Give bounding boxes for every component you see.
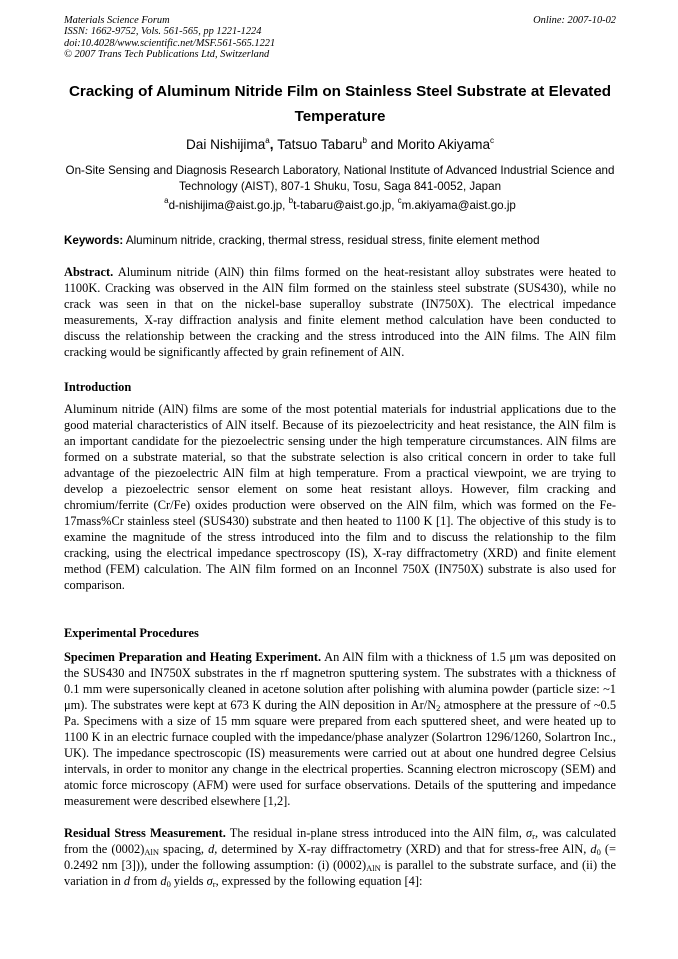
paper-title: Cracking of Aluminum Nitride Film on Stainless Steel Substrate at Elevated Temperature — [68, 83, 612, 125]
email-3: m.akiyama@aist.go.jp — [401, 199, 516, 212]
subscript: 2 — [436, 703, 441, 713]
paragraph-text: , expressed by the following equation [4]: — [215, 874, 423, 888]
email-3-mark: c — [397, 196, 402, 205]
author-1-mark: a — [265, 136, 270, 145]
subscript: r — [212, 879, 216, 889]
author-3-mark: c — [490, 136, 495, 145]
email-1-mark: a — [164, 196, 169, 205]
abstract — [64, 264, 616, 360]
doi-line: doi:10.4028/www.scientific.net/MSF.561-565.1221 — [64, 37, 276, 49]
introduction-text: Aluminum nitride (AlN) films are some of the most potential materials for industrial applications due to the good material characteristics of AlN itself. Because of its piezoelectricity and heat resistance, the AlN film is an important candidate for the piezoelectric sensing under the high temperature circumstances. AlN films are formed on a substrate material, so that the substrate selection is also critical concern in order to take full advantage of the piezoelectric AlN film at high temperature. From a practical viewpoint, we are trying to develop a piezoelectric sensor element on some heat resistant alloys. However, film cracking and chromium/ferrite (Cr/Fe) oxides production were observed on the AlN film, which was formed on the Fe-17mass%Cr stainless steel (SUS430) substrate and then heated to 1100 K [1]. The objective of this study is to examine the magnitude of the stress introduced into the film and to discuss the relationship to the film cracking, using the electrical impedance spectroscopy (IS), X-ray diffractometry (XRD) and finite element method (FEM) calculation. The AlN film formed on an Inconnel 750X (IN750X) substrate is also used for comparison. — [64, 402, 616, 592]
paragraph-text: , was calculated from the (0002) — [64, 826, 617, 856]
experimental-heading: Experimental Procedures — [64, 626, 199, 640]
d-symbol: d — [160, 874, 167, 888]
online-date: Online: 2007-10-02 — [533, 15, 616, 26]
issn-line: ISSN: 1662-9752, Vols. 561-565, pp 1221-1224 — [64, 26, 262, 38]
publication-header — [64, 15, 616, 61]
paragraph-text: The residual in-plane stress introduced into the AlN film, — [225, 826, 527, 840]
introduction-heading: Introduction — [64, 380, 132, 394]
residual-stress-label: Residual Stress Measurement. — [64, 826, 226, 840]
subscript: AlN — [144, 847, 160, 857]
keywords-label: Keywords: — [64, 234, 124, 247]
author-separator: , — [269, 137, 278, 152]
paragraph-text: spacing, — [159, 842, 209, 856]
author-emails — [64, 198, 616, 213]
author-3: Morito Akiyama — [397, 137, 491, 152]
d-symbol: d — [123, 874, 131, 888]
email-2: t-tabaru@aist.go.jp, — [293, 199, 398, 212]
paragraph-text: (= 0.2492 nm [3])), under the following assumption: (i) (0002) — [64, 842, 616, 872]
d-symbol: d — [208, 842, 215, 856]
author-1: Dai Nishijima — [185, 137, 266, 152]
abstract-label: Abstract. — [64, 265, 114, 279]
abstract-text: Aluminum nitride (AlN) thin films formed on the heat-resistant alloy substrates were heated to 1100K. Cracking was observed in the AlN film formed on the stainless steel substrate (SUS430), while no crack was seen in that on the nickel-base superalloy substrate (IN750X). The electrical impedance measurements, X-ray diffraction analysis and finite element method calculation have been conducted to discuss the relationship between the cracking and the stress introduced into the AlN films. The AlN film cracking would be significantly affected by grain refinement of AlN. — [64, 265, 616, 359]
d-symbol: d — [590, 842, 597, 856]
keywords-text: Aluminum nitride, cracking, thermal stress, residual stress, finite element method — [123, 234, 540, 247]
paragraph-text: from — [130, 874, 161, 888]
author-2-mark: b — [362, 136, 367, 145]
specimen-preparation-paragraph — [64, 649, 616, 809]
affiliation: On-Site Sensing and Diagnosis Research Laboratory, National Institute of Advanced Industrial Science and Technology (AIST), 807-1 Shuku, Tosu, Saga 841-0052, Japan — [65, 164, 615, 193]
subscript: r — [532, 831, 536, 841]
email-1: d-nishijima@aist.go.jp, — [168, 199, 289, 212]
author-separator: and — [366, 137, 398, 152]
subscript: AlN — [366, 863, 381, 873]
paragraph-text: yields — [170, 874, 207, 888]
journal-name: Materials Science Forum — [64, 15, 170, 26]
sigma-symbol: σ — [206, 874, 213, 888]
paragraph-text: atmosphere at the pressure of ~0.5 Pa. Specimens with a size of 15 mm square were prepared from each sputtered sheet, and were heated up to 1100 K in an electric furnace coupled with the impedance/phase analyzer (Solartron 1296/1260, Solartron Inc., UK). The impedance spectroscopic (IS) measurements were carried out at about one hundred degree Celsius intervals, in order to monitor any change in the electrical properties. Scanning electron microscopy (SEM) and atomic force microscopy (AFM) were used for surface observations. Details of the sputtering and impedance measurement were described elsewhere [1,2]. — [64, 698, 617, 808]
paragraph-text: is parallel to the substrate surface, and (ii) the variation in — [64, 858, 616, 888]
keywords — [64, 233, 624, 248]
paragraph-text: , determined by X-ray diffractometry (XRD) and that for stress-free AlN, — [214, 842, 591, 856]
author-2: Tatsuo Tabaru — [277, 137, 363, 152]
email-2-mark: b — [288, 196, 294, 205]
sigma-symbol: σ — [526, 826, 533, 840]
residual-stress-paragraph — [64, 825, 616, 889]
paragraph-text: An AlN film with a thickness of 1.5 μm was deposited on the SUS430 and IN750X substrates in the rf magnetron sputtering system. The substrates with a thickness of 0.1 mm were supersonically cleaned in acetone solution after polishing with alumina powder (particle size: ~1 μm). The substrates were kept at 673 K during the AlN deposition in Ar/N — [64, 650, 616, 712]
copyright-line: © 2007 Trans Tech Publications Ltd, Switzerland — [64, 49, 270, 61]
author-list — [64, 136, 616, 154]
subscript: 0 — [596, 847, 601, 857]
specimen-preparation-label: Specimen Preparation and Heating Experiment. — [64, 650, 322, 664]
subscript: 0 — [166, 879, 171, 889]
